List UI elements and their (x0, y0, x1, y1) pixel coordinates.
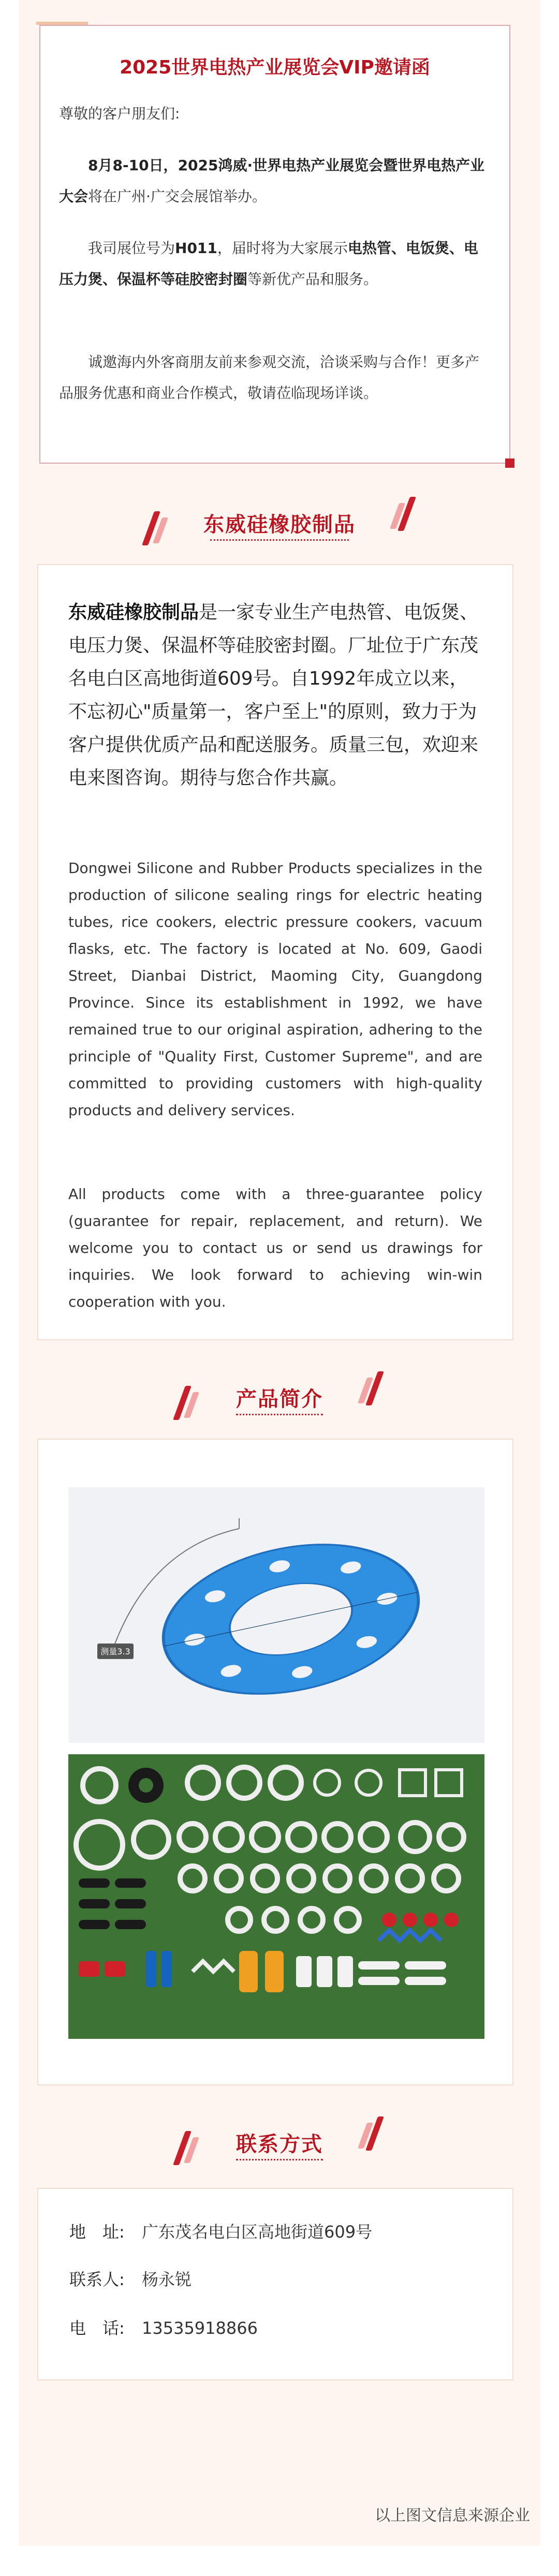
address-value: 广东茂名电白区高地街道609号 (142, 2222, 373, 2242)
contact-card (37, 2188, 513, 2380)
source-note: 以上图文信息来源企业 (375, 2507, 530, 2525)
invitation-paragraph-2 (59, 233, 491, 295)
event-venue: 将在广州·广交会展馆举办。 (88, 188, 267, 205)
vip-invitation-card (39, 25, 510, 464)
company-intro-english-2: All products come with a three-guarantee policy (guarantee for repair, replacement, and return). We welcome you to contact us or send us drawings for inquiries. We look forward to achieving win-win cooperation with you. (68, 1186, 482, 1310)
invitation-paragraph-1 (59, 150, 491, 212)
products-section-header (19, 1371, 540, 1428)
page-container (19, 0, 540, 2546)
event-name: 2025鸿威·世界电热产业展览会暨世界电热产业大会 (59, 157, 485, 205)
phone-row[interactable] (69, 2315, 258, 2339)
silicone-products-photo (68, 1754, 484, 2039)
event-date: 8月8-10日， (88, 157, 178, 174)
featured-products: 电热管、电饭煲、电压力煲、保温杯等硅胶密封圈 (59, 240, 478, 288)
company-intro-text: 是一家专业生产电热管、电饭煲、电压力煲、保温杯等硅胶密封圈。厂址位于广东茂名电白区高地街道609号。自1992年成立以来，不忘初心"质量第一，客户至上"的原则，致力于为客户提供优质产品和配送服务。质量三包，欢迎来电来图咨询。期待与您合作共赢。 (68, 602, 479, 789)
phone-label: 电 话: (69, 2318, 125, 2338)
contact-person-value: 杨永锐 (142, 2270, 192, 2289)
gasket-cad-image (68, 1487, 484, 1743)
address-row (69, 2219, 372, 2243)
dotted-underline (236, 2159, 323, 2160)
booth-suffix: 等新优产品和服务。 (247, 271, 378, 288)
invitation-paragraph-3: 诚邀海内外客商朋友前来参观交流，洽谈采购与合作！更多产品服务优惠和商业合作模式，敬请莅临现场详谈。 (59, 353, 480, 402)
contact-person-row (69, 2267, 192, 2290)
dotted-underline (236, 1414, 323, 1415)
booth-mid: ，届时将为大家展示 (217, 240, 348, 257)
phone-value[interactable]: 13535918866 (142, 2318, 258, 2338)
invitation-title: 2025世界电热产业展览会VIP邀请函 (120, 57, 430, 78)
contact-section-title: 联系方式 (236, 2133, 323, 2156)
invitation-greeting: 尊敬的客户朋友们: (59, 105, 180, 122)
company-intro-chinese (68, 596, 482, 795)
decorative-bar (36, 22, 88, 25)
silicone-products-illustration (68, 1754, 484, 2039)
products-card (37, 1439, 513, 2085)
dotted-underline (210, 539, 349, 541)
company-section-header (19, 497, 540, 554)
address-label: 地 址: (69, 2222, 125, 2242)
diagram-label: 测量3.3 (100, 1647, 130, 1656)
contact-section-header (19, 2116, 540, 2173)
company-intro-english-1: Dongwei Silicone and Rubber Products specializes in the production of silicone sealing rings for electric heating tubes, rice cookers, electric pressure cookers, vacuum flasks, etc. The factory is located at No. 609, Gaodi Street, Dianbai District, Maoming City, Guangdong Province. Since its establishment in 1992, we have remained true to our original aspiration, adhering to the principle of "Quality First, Customer Supreme", and are committed to providing customers with high-quality products and delivery services. (68, 860, 482, 1119)
products-section-title: 产品简介 (236, 1387, 323, 1411)
company-section-title: 东威硅橡胶制品 (203, 513, 356, 537)
decorative-square (505, 458, 514, 468)
booth-number: H011 (175, 240, 217, 257)
gasket-cad-drawing (68, 1487, 484, 1743)
contact-person-label: 联系人: (69, 2270, 125, 2289)
company-intro-card (37, 564, 513, 1340)
company-name: 东威硅橡胶制品 (68, 602, 199, 623)
booth-prefix: 我司展位号为 (88, 240, 175, 257)
